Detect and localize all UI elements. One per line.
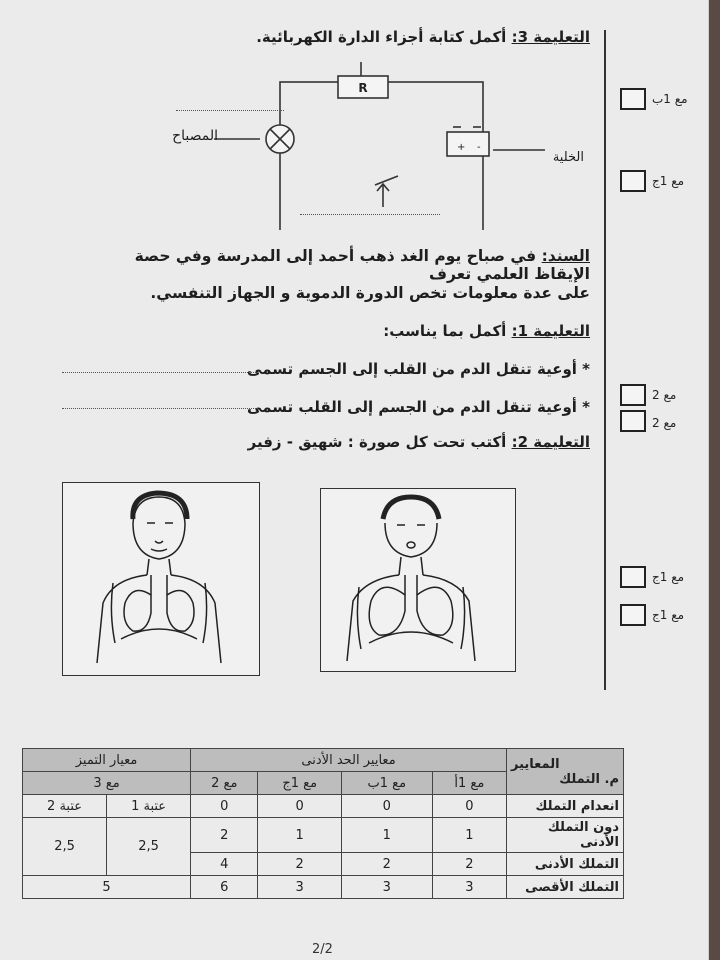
cell: 1	[258, 818, 341, 853]
col-header-m1b: مع 1ب	[341, 772, 432, 795]
row-label: دون التملك الأدنى	[507, 818, 624, 853]
circuit-answer-line	[176, 110, 284, 111]
cell-symbol	[447, 132, 489, 156]
cell: 2	[191, 818, 258, 853]
cell-label: الخلية	[552, 150, 584, 165]
cell: 1	[341, 818, 432, 853]
mark-label-2: مع 1ج	[652, 174, 685, 188]
q3-heading	[256, 28, 590, 46]
mark-label-5: مع 1ج	[652, 570, 685, 584]
criteria-mastery-header	[507, 749, 624, 795]
mastery-header: م. التملك	[559, 771, 619, 787]
cell: 2	[258, 853, 341, 876]
cell-minus: -	[477, 142, 481, 153]
cell: 0	[341, 795, 432, 818]
cell: 0	[191, 795, 258, 818]
q2-heading	[248, 433, 590, 451]
q1-item-1: * أوعية تنقل الدم من القلب إلى الجسم تسمى	[247, 360, 590, 378]
min-criteria-header: معايير الحد الأدنى	[191, 749, 507, 772]
mark-label-3: مع 2	[652, 388, 677, 402]
marks-column-divider	[604, 30, 606, 690]
q1-item-2: * أوعية تنقل الدم من الجسم إلى القلب تسمى	[247, 398, 590, 416]
threshold-1-header: عتبة 1	[107, 795, 191, 818]
cell: 2	[341, 853, 432, 876]
cell: 0	[258, 795, 341, 818]
q3-label: التعليمة 3:	[511, 28, 590, 46]
person-inhale-illustration	[321, 489, 515, 671]
electric-circuit-diagram	[150, 60, 610, 230]
table-row	[23, 876, 624, 899]
table-row	[23, 795, 624, 818]
cell: 3	[341, 876, 432, 899]
cell: 6	[191, 876, 258, 899]
row-label: التملك الأقصى	[507, 876, 624, 899]
mark-box-6[interactable]	[620, 604, 646, 626]
resistor-label: R	[358, 81, 368, 95]
cell: 0	[432, 795, 506, 818]
cell: 3	[258, 876, 341, 899]
cell: 2	[432, 853, 506, 876]
excellence-criteria-header: معيار التميز	[23, 749, 191, 772]
respiration-image-right	[320, 488, 516, 672]
person-exhale-illustration	[63, 483, 259, 675]
col-header-m2: مع 2	[191, 772, 258, 795]
criteria-header: المعايير	[511, 756, 560, 772]
threshold-2-value: 2,5	[23, 818, 107, 876]
mark-label-4: مع 2	[652, 416, 677, 430]
max-value: 5	[23, 876, 191, 899]
row-label: انعدام التملك	[507, 795, 624, 818]
col-header-m3: مع 3	[23, 772, 191, 795]
context-label: السند:	[541, 247, 590, 265]
cell: 3	[432, 876, 506, 899]
col-header-m1c: مع 1ج	[258, 772, 341, 795]
mark-box-4[interactable]	[620, 410, 646, 432]
mark-box-3[interactable]	[620, 384, 646, 406]
table-row	[23, 818, 624, 853]
table-header-row-1	[23, 749, 624, 772]
row-label: التملك الأدنى	[507, 853, 624, 876]
mark-box-2[interactable]	[620, 170, 646, 192]
q1-label: التعليمة 1:	[511, 322, 590, 340]
context-line-2: على عدة معلومات تخص الدورة الدموية و الجهاز التنفسي.	[150, 284, 590, 302]
mark-box-1[interactable]	[620, 88, 646, 110]
mark-label-6: مع 1ج	[652, 608, 685, 622]
col-header-m1a: مع 1أ	[432, 772, 506, 795]
threshold-2-header: عتبة 2	[23, 795, 107, 818]
q1-heading	[383, 322, 590, 340]
q1-answer-line-2[interactable]	[62, 408, 258, 409]
mark-label-1: مع 1ب	[652, 92, 688, 106]
q1-answer-line-1[interactable]	[62, 372, 258, 373]
q3-text: أكمل كتابة أجزاء الدارة الكهربائية.	[256, 28, 507, 46]
threshold-1-value: 2,5	[107, 818, 191, 876]
switch-lever	[375, 176, 398, 185]
q2-text: أكتب تحت كل صورة : شهيق - زفير	[247, 433, 507, 451]
cell: 4	[191, 853, 258, 876]
cell: 1	[432, 818, 506, 853]
cell-plus: +	[457, 142, 466, 153]
context-text-1: في صباح يوم الغد ذهب أحمد إلى المدرسة وفي حصة الإيقاظ العلمي تعرف	[134, 247, 590, 283]
context-line-1	[90, 247, 590, 283]
q2-label: التعليمة 2:	[511, 433, 590, 451]
page-number: 2/2	[312, 942, 333, 957]
lamp-label: المصباح	[172, 128, 218, 144]
mark-box-5[interactable]	[620, 566, 646, 588]
respiration-image-left	[62, 482, 260, 676]
q1-text: أكمل بما يناسب:	[383, 322, 507, 340]
assessment-criteria-table	[22, 748, 624, 899]
switch-answer-line	[300, 214, 440, 215]
